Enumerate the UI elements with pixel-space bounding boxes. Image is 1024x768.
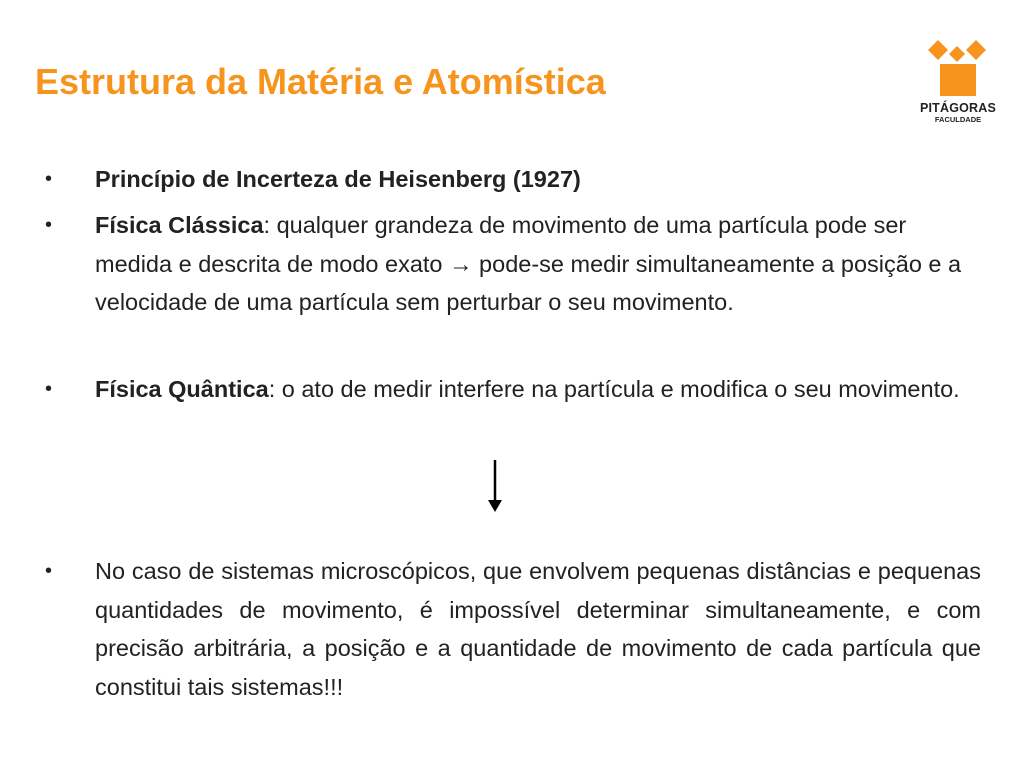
bullet-item: [45, 552, 981, 706]
bullet-item: [45, 160, 965, 199]
right-arrow-icon: →: [449, 250, 473, 277]
down-arrow-icon: [487, 460, 503, 514]
logo-subtitle: FACULDADE: [934, 115, 982, 124]
pitagoras-logo: [918, 38, 998, 130]
bullet-marker: •: [45, 214, 53, 236]
bullet-text-continued: pode-se medir simultaneamente a posição e a velocidade de uma partícula sem perturbar o seu movimento.: [95, 250, 962, 315]
bullet-item: [45, 370, 965, 409]
pitagoras-logo-icon: [926, 38, 990, 98]
bullet-heading: Princípio de Incerteza de Heisenberg (1927): [95, 166, 581, 192]
slide-title: Estrutura da Matéria e Atomística: [35, 61, 606, 102]
bullet-heading: Física Quântica: [95, 376, 269, 402]
bullet-text: : qualquer grandeza de movimento de uma partícula pode ser medida e descrita de modo exato: [95, 212, 907, 277]
bullet-item: [45, 206, 965, 322]
bullet-marker: •: [45, 378, 53, 400]
bullet-heading: Física Clássica: [95, 212, 264, 238]
logo-name: PITÁGORAS: [919, 101, 997, 115]
bullet-marker: •: [45, 560, 53, 582]
bullet-text: : o ato de medir interfere na partícula e modifica o seu movimento.: [268, 376, 960, 402]
bullet-text: No caso de sistemas microscópicos, que envolvem pequenas distâncias e pequenas quantidades de movimento, é impossível determinar simultaneamente, e com precisão arbitrária, a posição e a quantidade de movimento de cada partícula que constitui tais sistemas!!!: [95, 558, 981, 700]
bullet-marker: •: [45, 168, 53, 190]
